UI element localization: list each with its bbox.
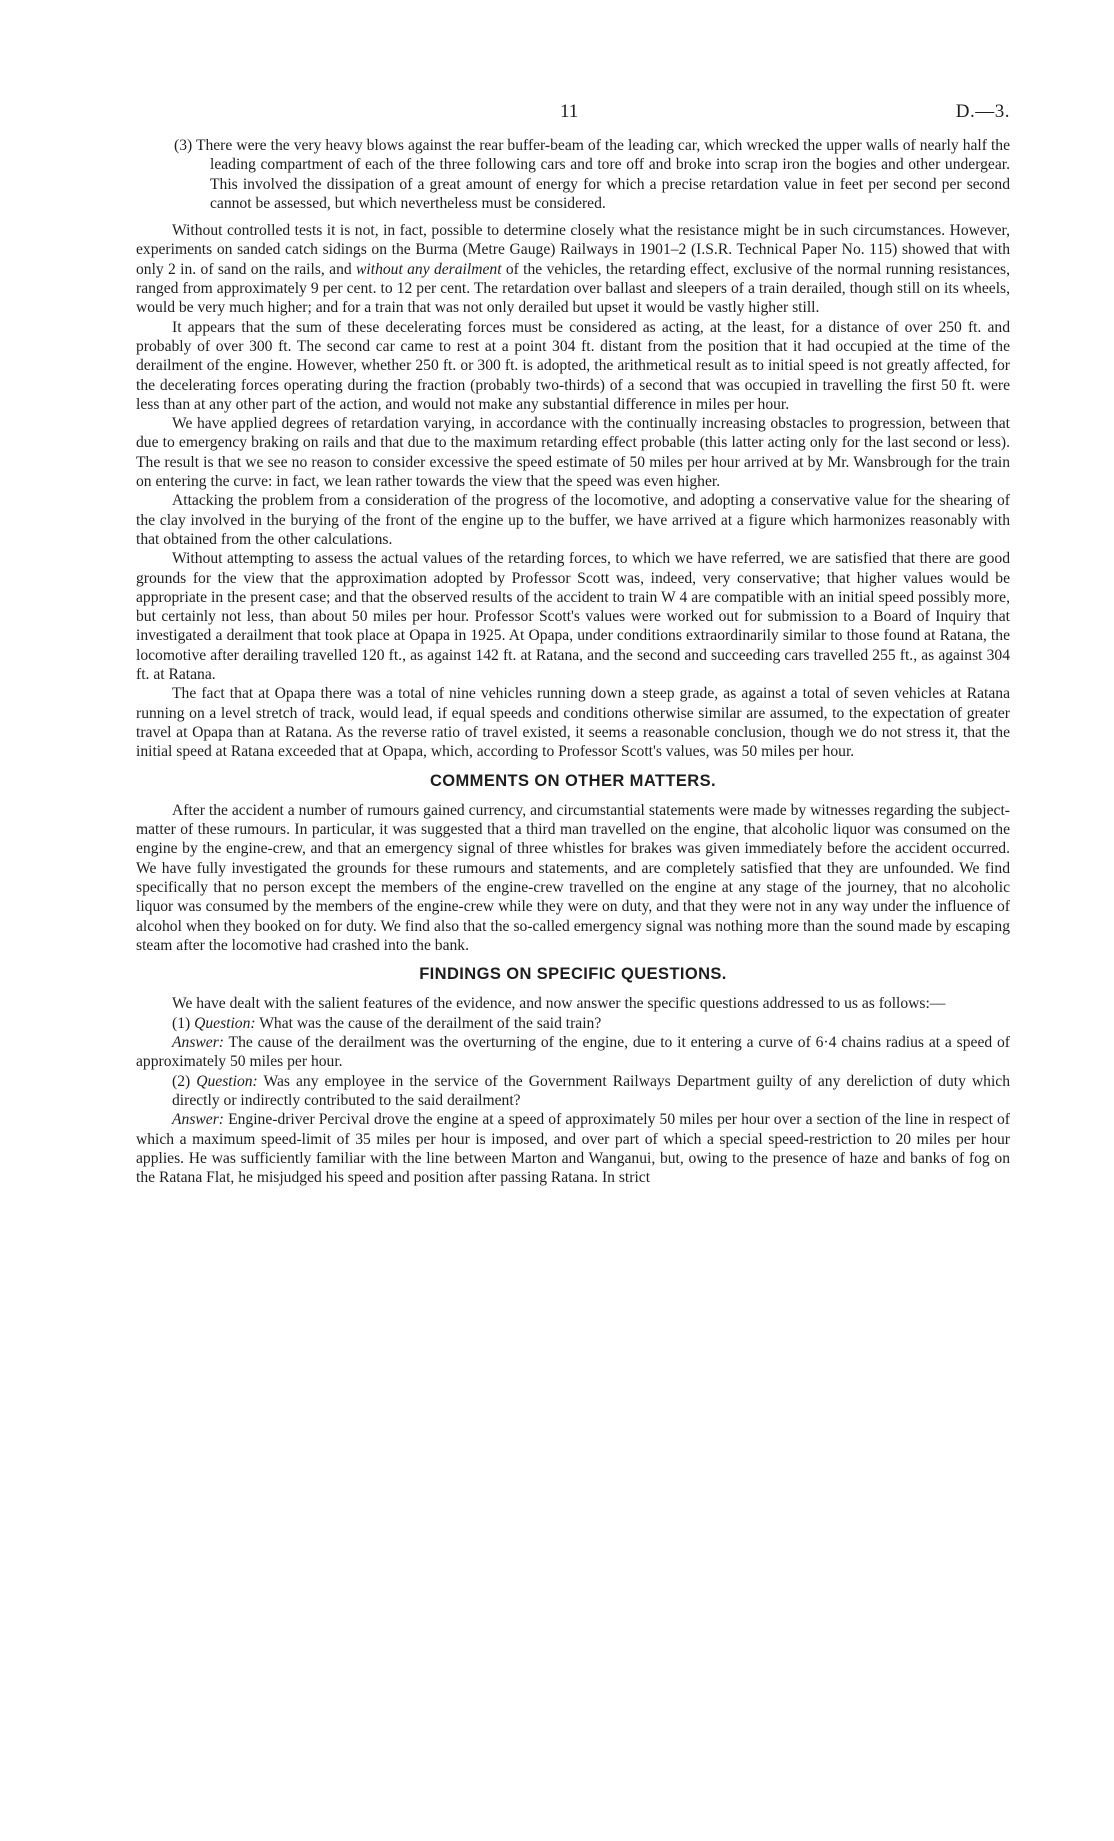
- question-label: Question:: [194, 1014, 256, 1032]
- question-text: What was the cause of the derailment of the said train?: [259, 1014, 602, 1032]
- answer-label: Answer:: [172, 1034, 224, 1052]
- paragraph-retardation: We have applied degrees of retardation varying, in accordance with the continually increasing obstacles to progression, between that due to emergency braking on rails and that due to the maximum retarding effect probable (this latter acting only for the last second or less). The result is that we see no reason to consider excessive the speed estimate of 50 miles per hour arrived at by Mr. Wansbrough for the train on entering the curve: in fact, we lean rather towards the view that the speed was even higher.: [136, 415, 1010, 491]
- answer-1: [136, 1033, 1010, 1072]
- document-reference: D.—3.: [955, 101, 1010, 122]
- page-header: [136, 96, 1010, 136]
- paragraph-resistance: [136, 221, 1010, 317]
- section-heading-findings: FINDINGS ON SPECIFIC QUESTIONS.: [419, 965, 727, 984]
- answer-text: The cause of the derailment was the overturning of the engine, due to it entering a curve of 6·4 chains radius at a speed of approximately 50 miles per hour.: [136, 1034, 1010, 1071]
- question-1: [136, 1014, 1010, 1033]
- section-heading-comments: COMMENTS ON OTHER MATTERS.: [429, 771, 716, 790]
- list-item-3: [174, 136, 1010, 213]
- paragraph-locomotive-progress: Attacking the problem from a consideration of the progress of the locomotive, and adopting a conservative value for the shearing of the clay involved in the burying of the front of the engine up to the buffer, we have arrived at a figure which harmonizes reasonably with that obtained from the other calculations.: [136, 492, 1010, 548]
- list-item-label: (3): [174, 137, 193, 154]
- answer-text: Engine-driver Percival drove the engine at a speed of approximately 50 miles per hour over a section of the line in respect of which a maximum speed-limit of 35 miles per hour is imposed, and over part of which a special speed-restriction to 20 miles per hour applies. He was sufficiently familiar with the line between Marton and Wanganui, but, owing to the presence of haze and banks of fog on the Ratana Flat, he misjudged his speed and position after passing Ratana. In strict: [136, 1111, 1010, 1187]
- list-item-text: There were the very heavy blows against the rear buffer-beam of the leading car, which wrecked the upper walls of nearly half the leading compartment of each of the three following cars and tore off and broke into scrap iron the bogies and other undergear. This involved the dissipation of a great amount of energy for which a precise retardation value in feet per second per second cannot be assessed, but which nevertheless must be considered.: [195, 137, 1010, 212]
- answer-label: Answer:: [172, 1111, 224, 1129]
- question-label: Question:: [196, 1072, 258, 1090]
- question-2: [136, 1072, 1010, 1111]
- question-number: (2): [172, 1072, 191, 1090]
- page-number: 11: [560, 101, 579, 122]
- paragraph-rumours: After the accident a number of rumours gained currency, and circumstantial statements were made by witnesses regarding the subject-matter of these rumours. In particular, it was suggested that a third man travelled on the engine, that alcoholic liquor was consumed on the engine by the engine-crew, and that an emergency signal of three whistles for brakes was given immediately before the accident occurred. We have fully investigated the grounds for these rumours and statements, and are completely satisfied that they are unfounded. We find specifically that no person except the members of the engine-crew travelled on the engine at any stage of the journey, that no alcoholic liquor was consumed by the members of the engine-crew while they were on duty, and that they were not in any way under the influence of alcohol when they booked on for duty. We find also that the so-called emergency signal was nothing more than the sound made by escaping steam after the locomotive had crashed into the bank.: [136, 801, 1010, 954]
- emphasis-text: without any derailment: [356, 260, 502, 278]
- paragraph-text: of the vehicles, the retarding effect, exclusive of the normal running resistances, ranged from approximately 9 per cent. to 12 per cent. The retardation over ballast and sleepers of a train derailed, though still on its wheels, would be very much higher; and for a train that was not only derailed but upset it would be vastly higher still.: [136, 260, 1010, 317]
- paragraph-decelerating-forces: It appears that the sum of these decelerating forces must be considered as acting, at the least, for a distance of over 250 ft. and probably of over 300 ft. The second car came to rest at a point 304 ft. distant from the position that it had occupied at the time of the derailment of the engine. However, whether 250 ft. or 300 ft. is adopted, the arithmetical result as to initial speed is not greatly affected, for the decelerating forces operating during the fraction (probably two-thirds) of a second that was occupied in travelling the first 50 ft. were less than at any other part of the action, and would not make any substantial difference in miles per hour.: [136, 318, 1010, 413]
- paragraph-travel-ratio: The fact that at Opapa there was a total of nine vehicles running down a steep grade, as against a total of seven vehicles at Ratana running on a level stretch of track, would lead, if equal speeds and conditions otherwise similar are assumed, to the expectation of greater travel at Opapa than at Ratana. As the reverse ratio of travel existed, it seems a reasonable conclusion, though we do not stress it, that the initial speed at Ratana exceeded that at Opapa, which, according to Professor Scott's values, was 50 miles per hour.: [136, 685, 1010, 761]
- question-number: (1): [172, 1014, 191, 1032]
- answer-2: [136, 1110, 1010, 1187]
- paragraph-opapa-comparison: Without attempting to assess the actual values of the retarding forces, to which we have referred, we are satisfied that there are good grounds for the view that the approximation adopted by Professor Scott was, indeed, very conservative; that higher values would be appropriate in the present case; and that the observed results of the accident to train W 4 are compatible with an initial speed possibly more, but certainly not less, than about 50 miles per hour. Professor Scott's values were worked out for submission to a Board of Inquiry that investigated a derailment that took place at Opapa in 1925. At Opapa, under conditions extraordinarily similar to those found at Ratana, the locomotive after derailing travelled 120 ft., as against 142 ft. at Ratana, and the second and succeeding cars travelled 255 ft., as against 304 ft. at Ratana.: [136, 550, 1010, 684]
- paragraph-text: Without controlled tests it is not, in fact, possible to determine closely what the resistance might be in such circumstances. However, experiments on sanded catch sidings on the Burma (Metre Gauge) Railways in 1901–2 (I.S.R. Technical Paper No. 115) showed that with only 2 in. of sand on the rails, and: [136, 222, 1010, 278]
- question-text: Was any employee in the service of the Government Railways Department guilty of any dereliction of duty which directly or indirectly contributed to the said derailment?: [172, 1072, 1011, 1109]
- paragraph-findings-intro: We have dealt with the salient features of the evidence, and now answer the specific questions addressed to us as follows:—: [172, 995, 946, 1013]
